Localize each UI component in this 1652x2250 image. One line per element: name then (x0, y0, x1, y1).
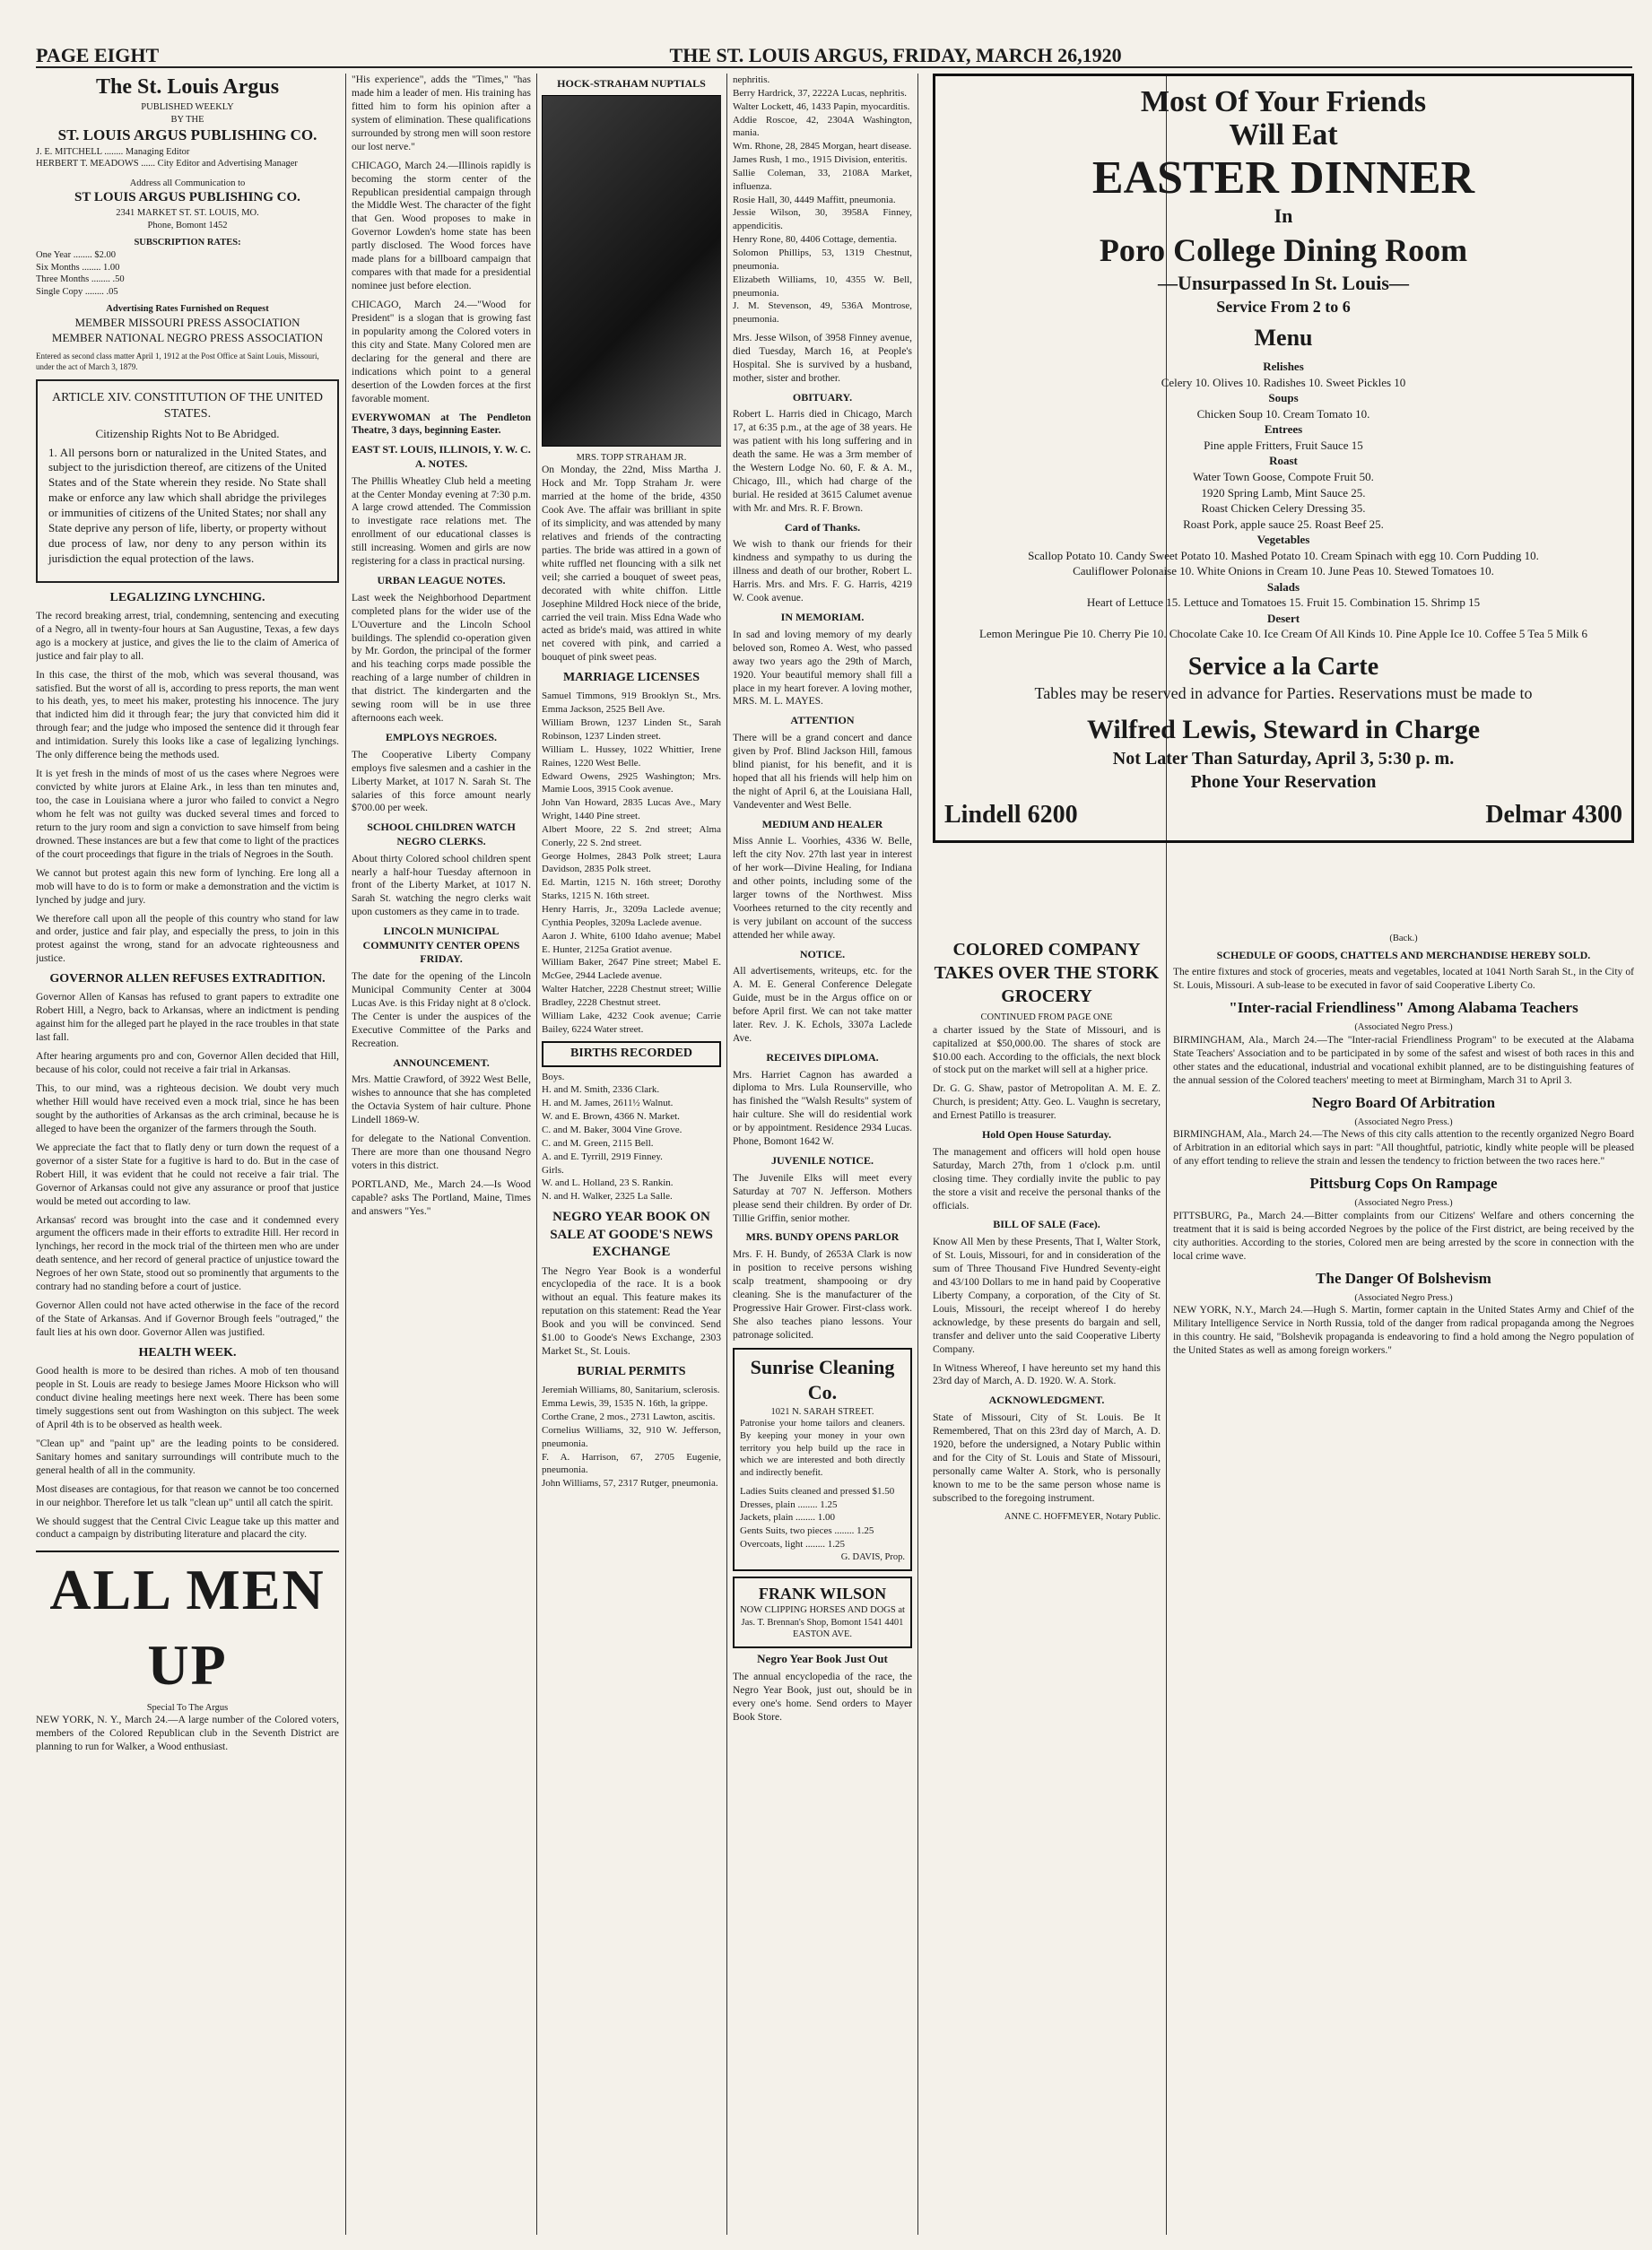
rate-line: Three Months ........ .50 (36, 274, 125, 285)
column-rule (345, 74, 346, 2235)
ywca-headline: EAST ST. LOUIS, ILLINOIS, Y. W. C. A. NOTES. (352, 443, 531, 470)
thanks-headline: Card of Thanks. (784, 520, 861, 534)
member-line: MEMBER MISSOURI PRESS ASSOCIATION (74, 316, 300, 330)
article-paragraph: Good health is more to be desired than riches. A mob of ten thousand people in St. Louis are ready to besiege James Moore Hickson who will conduct divine healing meetings here next week. There has been some timely suggestions sent out from Washington on this subject. The week of April 4th is to be observed as health week. (36, 1366, 339, 1430)
article-paragraph: In Witness Whereof, I have hereunto set my hand this 23rd day of March, A. D. 1920. W. A. Stork. (933, 1362, 1161, 1387)
ad-headline: EASTER DINNER (1091, 152, 1475, 204)
frank-wilson-ad (733, 1577, 912, 1648)
back-label: (Back.) (1389, 934, 1418, 943)
article-paragraph: Governor Allen could not have acted otherwise in the face of the record of the State of Arkansas. And if Governor Brough feels "outraged," the fault lies at his own door. Governor Allen was justified. (36, 1300, 339, 1339)
article-paragraph: for delegate to the National Convention. There are more than one thousand Negro voters in this district. (352, 1134, 531, 1171)
price-line: Jackets, plain ........ 1.00 (740, 1512, 836, 1524)
published-weekly: PUBLISHED WEEKLY (141, 102, 234, 113)
address: 2341 MARKET ST. ST. LOUIS, MO. (116, 207, 259, 218)
school-headline: SCHOOL CHILDREN WATCH NEGRO CLERKS. (367, 821, 516, 847)
article-paragraph: It is yet fresh in the minds of most of us the cases where Negroes were convicted by white jurors at Elaine Ark., in less than ten minutes and, too, the case in Louisiana where a juror who failed to convict a Negro whom he felt was not guilty was ducked several times and forced to return to the jury room and sign a conviction to save himself from being drowned. These instances are but a few that come to light of the practices of the court proceedings that figure in the trials of Negroes in the South. (36, 769, 339, 860)
page-number: PAGE EIGHT (36, 44, 160, 66)
list-item: Samuel Timmons, 919 Brooklyn St., Mrs. Emma Jackson, 2525 Bell Ave. (542, 691, 721, 716)
article-paragraph: PITTSBURG, Pa., March 24.—Bitter complaints from our Citizens' Welfare and others concerning the treatment that it is said is being accorded Negroes by the police of the First district, are being received by the city authorities. According to the stories, Colored men are being arrested by the score in connection with the local crime wave. (1173, 1210, 1634, 1262)
list-item: Berry Hardrick, 37, 2222A Lucas, nephritis. (733, 87, 907, 99)
list-item: Edward Owens, 2925 Washington; Mrs. Mamie Loos, 3915 Cook avenue. (542, 770, 721, 795)
menu-item: Roast Chicken Celery Dressing 35. (1201, 501, 1366, 516)
notary-signature: ANNE C. HOFFMEYER, Notary Public. (1004, 1511, 1161, 1522)
list-item: Rosie Hall, 30, 4449 Maffitt, pneumonia. (733, 194, 896, 205)
list-item: Addie Roscoe, 42, 2304A Washington, mania. (733, 114, 912, 139)
yearbook-headline: NEGRO YEAR BOOK ON SALE AT GOODE'S NEWS EXCHANGE (550, 1210, 713, 1260)
open-house-headline: Hold Open House Saturday. (981, 1128, 1112, 1142)
ad-title: Sunrise Cleaning Co. (750, 1355, 895, 1404)
list-item: Aaron J. White, 6100 Idaho avenue; Mabel E. Hunter, 2125a Gratiot avenue. (542, 930, 721, 955)
licenses-headline: MARRIAGE LICENSES (562, 671, 700, 685)
arbitration-headline: Negro Board Of Arbitration (1311, 1093, 1496, 1111)
easter-dinner-ad (933, 74, 1634, 925)
member-line: MEMBER NATIONAL NEGRO PRESS ASSOCIATION (51, 331, 324, 344)
phone: Phone, Bomont 1452 (147, 220, 228, 230)
price-line: Ladies Suits cleaned and pressed $1.50 (740, 1485, 895, 1497)
list-item: Ed. Martin, 1215 N. 16th street; Dorothy Starks, 1215 N. 16th street. (542, 877, 721, 902)
article-paragraph: All advertisements, writeups, etc. for the A. M. E. General Conference Delegate Guide, must be in the Argus office on or before April first. We can not take matter later. Rev. J. K. Echols, 3307a Laclede Ave. (733, 966, 912, 1044)
list-item: Wm. Rhone, 28, 2845 Morgan, heart disease. (733, 141, 912, 152)
phone-line: Phone Your Reservation (1190, 771, 1377, 792)
list-item: Jessie Wilson, 30, 3958A Finney, appendicitis. (733, 207, 912, 232)
masthead (36, 45, 1632, 68)
menu-item: Celery 10. Olives 10. Radishes 10. Sweet Pickles 10 (1161, 375, 1406, 389)
price-line: Overcoats, light ........ 1.25 (740, 1539, 846, 1551)
ad-line: Most Of Your Friends (1140, 85, 1427, 118)
article-paragraph: We appreciate the fact that to flatly deny or turn down the request of a governor of a sister State for a fugitive is hard to do. But in the case of Robert Hill, it was evident that he could not receive a fair trial. The Governor of Arkansas could not give any assurance or proof that justice would be meted out according to law. (36, 1142, 339, 1207)
news-source: (Associated Negro Press.) (1354, 1116, 1453, 1127)
article-paragraph: We wish to thank our friends for their kindness and sympathy to us during the illness and death of our brother, Robert L. Harris. Mrs. and Mrs. F. G. Harris, 4219 W. Cook avenue. (733, 539, 912, 604)
ad-signature: G. DAVIS, Prop. (840, 1551, 905, 1562)
special-credit: Special To The Argus (146, 1702, 229, 1713)
article-paragraph: The record breaking arrest, trial, condemning, sentencing and executing of a Negro, all in twenty-four hours at San Augustine, Texas, a few days ago is a mockery at justice, and gives the lie to the claim of America of justice and fair play to all. (36, 610, 339, 662)
photo-caption: MRS. TOPP STRAHAM JR. (576, 452, 687, 463)
ad-frame (933, 74, 1634, 843)
urban-headline: URBAN LEAGUE NOTES. (377, 574, 506, 587)
announcement-headline: ANNOUNCEMENT. (393, 1056, 490, 1069)
address-company: ST LOUIS ARGUS PUBLISHING CO. (74, 190, 300, 205)
menu-item: Cauliflower Polonaise 10. White Onions in Cream 10. June Peas 10. Stewed Tomatoes 10. (1073, 564, 1494, 578)
news-source: (Associated Negro Press.) (1354, 1022, 1453, 1033)
employs-headline: EMPLOYS NEGROES. (385, 731, 498, 744)
list-item: Cornelius Williams, 32, 910 W. Jefferson, pneumonia. (542, 1424, 721, 1449)
menu-item: Chicken Soup 10. Cream Tomato 10. (1196, 406, 1370, 421)
article-paragraph: The entire fixtures and stock of groceries, meats and vegetables, located at 1041 North Sarah St., in the City of St. Louis, Missouri. A sub-lease to be executed in favor of said Cooperative Liberty Co. (1173, 967, 1634, 992)
article-paragraph: Know All Men by these Presents, That I, Walter Stork, of St. Louis, Missouri, for and in consideration of the sum of Three Thousand Five Hundred Seventy-eight and 43/100 Dollars to me in hand paid by Cooperative Liberty Company, a corporation, of the City of St. Louis, Missouri, the receipt whereof I do hereby acknowledge, by these presents do bargain and sell, transfer and deliver unto the said Cooperative Liberty Company. (933, 1237, 1161, 1355)
all-men-up-headline: ALL MEN UP (36, 1551, 339, 1701)
article-paragraph: PORTLAND, Me., March 24.—Is Wood capable? asks The Portland, Maine, Times and answers "Yes." (352, 1178, 531, 1217)
list-item: W. and L. Holland, 23 S. Rankin. (542, 1177, 674, 1189)
rate-line: Six Months ........ 1.00 (36, 262, 120, 273)
article-paragraph: We should suggest that the Central Civic League take up this matter and conduct a campaign by distributing literature and placard the city. (36, 1516, 339, 1541)
list-item: Sallie Coleman, 33, 2108A Market, influenza. (733, 167, 912, 192)
column-stork-grocery (933, 933, 1161, 2233)
column-rule (917, 74, 918, 2235)
notice-headline: NOTICE. (799, 947, 846, 960)
column-race-news (1173, 933, 1634, 2233)
article-paragraph: State of Missouri, City of St. Louis. Be It Remembered, That on this 23rd day of March, A. D. 1920, before the undersigned, a Notary Public within and for the City of St. Louis and State of Missouri, personally came Walter A. Stork, who is personally known to me to be the same person whose name is subscribed to the foregoing instrument. (933, 1412, 1161, 1504)
staff-line: J. E. MITCHELL ........ Managing Editor (36, 146, 190, 157)
price-line: Gents Suits, two pieces ........ 1.25 (740, 1525, 874, 1537)
lincoln-headline: LINCOLN MUNICIPAL COMMUNITY CENTER OPENS FRIDAY. (362, 925, 520, 966)
bolshevism-headline: The Danger Of Bolshevism (1316, 1269, 1491, 1287)
article-paragraph: Miss Annie L. Voorhies, 4336 W. Belle, left the city Nov. 27th last year in interest of her work—Divine Healing, for Indiana and other points, including some of the larger towns of the Northwest. Miss Voorhees returned to the city recently and is very jubilant on account of the success attended her while away. (733, 836, 912, 941)
menu-section: Soups (1268, 391, 1299, 405)
article-paragraph: The Phillis Wheatley Club held a meeting at the Center Monday evening at 7:30 p.m. A large crowd attended. The Commission to investigate race relations met. The enrollment of our educational classes is still increasing. Women and girls are now registering for a class in practical nursing. (352, 475, 531, 568)
article-paragraph: Arkansas' record was brought into the case and it condemned every argument the officers made in their efforts to extradite Hill. Her record in lynchings, her record in the mock trial of the thirteen men who are under death sentence, and her record of general practice of unjustice toward the Negroes of her own State, stood out so prominently that arguments to the contrary had no standing before a court of justice. (36, 1214, 339, 1293)
allen-headline: GOVERNOR ALLEN REFUSES EXTRADITION. (49, 972, 326, 986)
list-item: A. and E. Tyrrill, 2919 Finney. (542, 1151, 663, 1162)
article-paragraph: Mrs. Mattie Crawford, of 3922 West Belle, wishes to announce that she has completed the Octavia System of hair culture. Phone Lindell 1869-W. (352, 1074, 531, 1126)
article-paragraph: We therefore call upon all the people of this country who stand for law and order, justice and fair play, and especially the press, to join in this protest against the wrong, stand for an advocate righteousness and justice. (36, 913, 339, 965)
list-item: Henry Harris, Jr., 3209a Laclede avenue; Cynthia Peoples, 3209a Laclede avenue. (542, 903, 721, 928)
list-item: William Baker, 2647 Pine street; Mabel E. McGee, 2944 Laclede avenue. (542, 957, 721, 982)
reserve-line: Tables may be reserved in advance for Parties. Reservations must be made to (1034, 684, 1533, 703)
list-item: Walter Hatcher, 2228 Chestnut street; Willie Bradley, 2228 Chestnut street. (542, 984, 721, 1008)
article-paragraph: This, to our mind, was a righteous decision. We doubt very much whether Hill would have received even a mock trial, since he has been sought by the authorities of Arkansas as the arch criminal, because he is alleged to have been the organizer of the farmers through the South. (36, 1083, 339, 1134)
article-paragraph: The Juvenile Elks will meet every Saturday at 707 N. Jefferson. Mothers please send their children. By order of Dr. Tillie Griffin, senior mother. (733, 1172, 912, 1224)
by-the: BY THE (170, 114, 204, 125)
article-paragraph: BIRMINGHAM, Ala., March 24.—The News of this city calls attention to the recently organized Negro Board of Arbitration in an editorial which says in part: "All thoughtful, patriotic, kindly white people will be pleased of any effort tending to relieve the strain and lessen the tendency to friction between the two races here." (1173, 1129, 1634, 1168)
constitution-box (36, 379, 339, 582)
bride-portrait-photo (542, 95, 721, 447)
service-line: Service a la Carte (1187, 652, 1379, 681)
steward-line: Wilfred Lewis, Steward in Charge (1086, 714, 1481, 744)
article-paragraph: The Cooperative Liberty Company employs five salesmen and a cashier in the Liberty Market, at 1017 N. Sarah St. The salaries of this force amount nearly $700.00 per week. (352, 749, 531, 814)
list-item: J. M. Stevenson, 49, 536A Montrose, pneumonia. (733, 300, 912, 326)
menu-section: Roast (1269, 454, 1298, 468)
article-title: ARTICLE XIV. CONSTITUTION OF THE UNITED STATES. (52, 391, 323, 421)
article-paragraph: Last week the Neighborhood Department completed plans for the wider use of the L'Ouverture and the Lincoln School buildings. The splendid co-operation given by Mr. Gordon, the principal of the former and his teaching corps made possible the reaching of a large number of children in that district. The kindergarten and the sewing room will be in use three afternoons each week. (352, 592, 531, 725)
menu-heading: Menu (1254, 325, 1313, 352)
article-paragraph: The annual encyclopedia of the race, the Negro Year Book, just out, should be in every one's home. Send orders to Mayer Book Store. (733, 1671, 912, 1723)
ad-address: 1021 N. SARAH STREET. (770, 1406, 874, 1417)
ad-venue: Poro College Dining Room (1099, 231, 1468, 268)
ad-line: Service From 2 to 6 (1216, 297, 1351, 316)
list-item: James Rush, 1 mo., 1915 Division, enteritis. (733, 154, 908, 166)
article-paragraph: Dr. G. G. Shaw, pastor of Metropolitan A. M. E. Z. Church, is president; Atty. Geo. L. Vaughn is secretary, and Ernest Patillo is treasurer. (933, 1083, 1161, 1122)
menu-item: Lemon Meringue Pie 10. Cherry Pie 10. Chocolate Cake 10. Ice Cream Of All Kinds 10. Pine Apple Ice 10. Coffee 5 Tea 5 Milk 6 (978, 627, 1588, 641)
menu-item: Roast Pork, apple sauce 25. Roast Beef 25. (1183, 517, 1384, 531)
article-paragraph: "His experience", adds the "Times," "has made him a leader of men. His training has fitted him to form his opinion after a system of elimination. These qualifications surrounded by strong men will soon restore our lost nerve." (352, 74, 531, 152)
rates-head: SUBSCRIPTION RATES: (134, 238, 241, 248)
column-rule (726, 74, 727, 2235)
schedule-headline: SCHEDULE OF GOODS, CHATTELS AND MERCHANDISE HEREBY SOLD. (1216, 948, 1591, 961)
list-item: John Van Howard, 2835 Lucas Ave., Mary Wright, 1440 Pine street. (542, 797, 721, 822)
article-paragraph: In sad and loving memory of my dearly beloved son, Romeo A. West, who passed away two years ago the 29th of March, 1920. Your beautiful memory shall fill a place in my heart forever. A loving mother, MRS. M. L. MAYES. (733, 629, 912, 708)
bill-of-sale-headline: BILL OF SALE (Face). (993, 1218, 1100, 1231)
list-item: F. A. Harrison, 67, 2705 Eugenie, pneumonia. (542, 1451, 721, 1476)
lynching-headline: LEGALIZING LYNCHING. (109, 590, 265, 604)
ad-line: In (1274, 204, 1293, 227)
list-item: H. and M. James, 2611½ Walnut. (542, 1098, 674, 1109)
list-item: W. and E. Brown, 4366 N. Market. (542, 1111, 680, 1123)
list-item: William Brown, 1237 Linden St., Sarah Robinson, 1237 Linden street. (542, 717, 721, 743)
article-paragraph: NEW YORK, N.Y., March 24.—Hugh S. Martin, former captain in the United States Army and Chief of the Military Intelligence Service in North Russia, told of the danger from radical propaganda among the Negroes in this country. He said, "Bolshevik propaganda is endeavoring to find a hold among the Negro population of the United States as well as among foreign workers." (1173, 1305, 1634, 1357)
yearbook-out-headline: Negro Year Book Just Out (757, 1651, 888, 1665)
phone-delmar: Delmar 4300 (1485, 800, 1622, 829)
health-headline: HEALTH WEEK. (138, 1345, 237, 1360)
article-paragraph: Mrs. Harriet Cagnon has awarded a diploma to Mrs. Lula Rounserville, who has finished the "Walsh Results" system of hair culture. She will do residential work or by appointment. Residence 2934 Lucas. Phone, Bomont 1642 W. (733, 1069, 912, 1148)
list-item: N. and H. Walker, 2325 La Salle. (542, 1191, 673, 1203)
obituary-headline: OBITUARY. (792, 390, 853, 404)
price-line: Dresses, plain ........ 1.25 (740, 1499, 838, 1510)
article-paragraph: NEW YORK, N. Y., March 24.—A large number of the Colored voters, members of the Colored Republican club in the Seventh District are planning to run for Walker, a Wood enthusiast. (36, 1715, 339, 1753)
article-paragraph: Mrs. Jesse Wilson, of 3958 Finney avenue, died Tuesday, March 16, at People's Hospital. She is survived by a husband, mother, sister and brother. (733, 333, 912, 384)
diploma-headline: RECEIVES DIPLOMA. (766, 1050, 879, 1064)
interracial-headline: "Inter-racial Friendliness" Among Alabama Teachers (1229, 999, 1578, 1017)
menu-section: Relishes (1263, 360, 1304, 374)
ad-line: Will Eat (1229, 118, 1338, 152)
ad-text: NOW CLIPPING HORSES AND DOGS at Jas. T. Brennan's Shop, Bomont 1541 4401 EASTON AVE. (740, 1604, 905, 1640)
menu-item: Pine apple Fritters, Fruit Sauce 15 (1204, 438, 1363, 452)
everywoman-notice: EVERYWOMAN at The Pendleton Theatre, 3 days, beginning Easter. (352, 412, 531, 437)
staff-line: HERBERT T. MEADOWS ...... City Editor and Advertising Manager (36, 159, 298, 169)
column-society (542, 74, 721, 2235)
phone-lindell: Lindell 6200 (944, 800, 1078, 829)
entered-note: Entered as second class matter April 1, 1912 at the Post Office at Saint Louis, Missouri, under the act of March 3, 1879. (36, 351, 319, 371)
phone-numbers (944, 799, 1622, 831)
article-paragraph: Governor Allen of Kansas has refused to grant papers to extradite one Robert Hill, a Negro, back to Arkansas, where an indictment is pending against him for the alleged part he played in the race troubles in that state last fall. (36, 992, 339, 1044)
article-subtitle: Citizenship Rights Not to Be Abridged. (95, 426, 280, 440)
list-item: Corthe Crane, 2 mos., 2731 Lawton, ascitis. (542, 1411, 716, 1422)
news-source: (Associated Negro Press.) (1354, 1198, 1453, 1209)
column-editorial (36, 74, 339, 2235)
advertising-rates: Advertising Rates Furnished on Request (106, 304, 269, 315)
list-item: Emma Lewis, 39, 1535 N. 16th, la grippe. (542, 1398, 709, 1410)
article-paragraph: The date for the opening of the Lincoln Municipal Community Center at 3004 Lucas Ave. is this Friday night at 8 o'clock. The Center is under the auspices of the Executive Committee of the Parks and Recreation. (352, 971, 531, 1049)
article-paragraph: Mrs. F. H. Bundy, of 2653A Clark is now in position to receive persons wishing scalp treatment, shampooing or dry cleaning. She is the manufacturer of the Progressive Hair Grower. First-class work. She also teaches piano lessons. Your patronage solicited. (733, 1249, 912, 1341)
article-paragraph: The management and officers will hold open house Saturday, March 27th, from 1 o'clock p.m. until closing time. They cordially invite the public to pay the store a visit and receive the personal thanks of the officials. (933, 1146, 1161, 1212)
sunrise-cleaning-ad (733, 1348, 912, 1571)
list-item: C. and M. Baker, 3004 Vine Grove. (542, 1124, 683, 1135)
births-headline: BIRTHS RECORDED (542, 1041, 721, 1066)
article-paragraph: a charter issued by the State of Missouri, and is capitalized at $50,000.00. The shares of stock are $10.00 each. According to the officials, the next block of stock put on the market will sell at a higher price. (933, 1024, 1161, 1076)
medium-headline: MEDIUM AND HEALER (761, 817, 883, 830)
stork-headline: COLORED COMPANY TAKES OVER THE STORK GROCERY (934, 940, 1160, 1006)
column-news-2 (352, 74, 531, 2235)
article-paragraph: On Monday, the 22nd, Miss Martha J. Hock and Mr. Topp Straham Jr. were married at the home of the bride, 4350 Cook Ave. The affair was brilliant in spite of its simplicity, and was attended by many relatives and friends of the contracting parties. The bride was attired in a gown of white ruffled net flouncing with a silk net veil; she carried a bouquet of sweet peas, decorated with white chiffon. Little Josephine Mildred Hock niece of the bride, carried the veil train. Miss Edna Wade who acted as bride's maid, was attired in white net covered with pink, and carried a bouquet of pink sweet peas. (542, 465, 721, 664)
article-paragraph: BIRMINGHAM, Ala., March 24.—The "Inter-racial Friendliness Program" to be executed at the Alabama State Teachers' Association and to be participated in by some of the safest and wisest of both races in this and other states and the educational, industrial and vocational exhibit planned, are to be distinguishing features of the annual session of the Colored teachers' meeting to meet at Birmingham, March 31 to April 3. (1173, 1034, 1634, 1086)
list-item: Henry Rone, 80, 4406 Cottage, dementia. (733, 234, 897, 246)
article-paragraph: Most diseases are contagious, for that reason we cannot be too concerned in our neighbor. Therefore let us talk "clean up" until all catch the spirit. (36, 1483, 339, 1508)
rate-line: One Year ........ $2.00 (36, 249, 116, 260)
list-item: William Lake, 4232 Cook avenue; Carrie Bailey, 6224 Water street. (542, 1010, 721, 1035)
list-item: Boys. (542, 1071, 565, 1082)
article-paragraph: The Negro Year Book is a wonderful encyclopedia of the race. It is a book without an equal. This feature makes its reputation on this statement: Read the Year Book and you will be convinced. Send $1.00 to Goode's News Exchange, 2303 Market St., St. Louis. (542, 1265, 721, 1358)
article-paragraph: CHICAGO, March 24.—"Wood for President" is a slogan that is growing fast in popularity among the Colored voters in this city and State. Many Colored men are declaring for the general and there are indications which point to a general desertion of the Lowden forces at the first favorable moment. (352, 300, 531, 404)
bundy-headline: MRS. BUNDY OPENS PARLOR (745, 1230, 900, 1244)
address-head: Address all Communication to (129, 178, 246, 188)
list-item: Jeremiah Williams, 80, Sanitarium, sclerosis. (542, 1385, 720, 1396)
acknowledgment-headline: ACKNOWLEDGMENT. (988, 1394, 1105, 1407)
deadline-line: Not Later Than Saturday, April 3, 5:30 p. m. (1112, 748, 1455, 769)
masthead-title: THE ST. LOUIS ARGUS, FRIDAY, MARCH 26,1920 (669, 44, 1122, 66)
list-item: Walter Lockett, 46, 1433 Papin, myocarditis. (733, 100, 910, 112)
menu-section: Vegetables (1256, 533, 1310, 547)
list-item: H. and M. Smith, 2336 Clark. (542, 1084, 660, 1096)
column-rule (536, 74, 537, 2235)
menu-item: Heart of Lettuce 15. Lettuce and Tomatoes 15. Fruit 15. Combination 15. Shrimp 15 (1086, 595, 1481, 610)
ad-title: FRANK WILSON (758, 1584, 887, 1603)
news-source: (Associated Negro Press.) (1354, 1292, 1453, 1303)
menu-section: Desert (1266, 611, 1300, 625)
list-item: Elizabeth Williams, 10, 4355 W. Bell, pneumonia. (733, 274, 912, 299)
article-paragraph: We cannot but protest again this new form of lynching. Ere long all a mob will have to do is to form or make a demonstration and the victim is lynched by judge and jury. (36, 867, 339, 906)
burial-headline: BURIAL PERMITS (577, 1365, 686, 1379)
list-item: Albert Moore, 22 S. 2nd street; Alma Conerly, 22 S. 2nd street. (542, 823, 721, 848)
menu-item: Water Town Goose, Compote Fruit 50. (1193, 469, 1374, 483)
article-paragraph: There will be a grand concert and dance given by Prof. Blind Jackson Hill, famous blind pianist, for his benefit, and it is hoped that all his friends will help him on the night of April 6, at the Louisiana Hall, Vandeventer and West Belle. (733, 732, 912, 811)
article-body: 1. All persons born or naturalized in the United States, and subject to the jurisdiction thereof, are citizens of the United States and of the State wherein they reside. No State shall make or enforce any law which shall abridge the privileges or immunities of citizens of the United States; nor shall any State deprive any person of life, liberty, or property without due process of law, nor deny to any person within its jurisdiction the equal protection of the laws. (48, 445, 326, 565)
article-paragraph: In this case, the thirst of the mob, which was several thousand, was satisfied. But the worst of all is, according to press reports, the man went to his death, yes, to meet his maker, protesting his innocence. The jury that indicted him did it through fear; the jury that convicted him did it through fear; and the judge who imposed the sentence did it through fear and intimidation. Surely this looks like a case of legalizing lynchings. The only difference being the methods used. (36, 669, 339, 761)
article-paragraph: After hearing arguments pro and con, Governor Allen decided that Hill, because of his color, could not receive a fair trial in Arkansas. (36, 1051, 339, 1076)
attention-headline: ATTENTION (790, 714, 855, 727)
ad-text: Patronise your home tailors and cleaners. By keeping your money in your own territory you help build up the race in which we are interested and both directly and indirectly benefit. (740, 1419, 905, 1479)
list-item: C. and M. Green, 2115 Bell. (542, 1137, 654, 1149)
article-paragraph: Robert L. Harris died in Chicago, March 17, at 6:35 p.m., at the age of 38 years. He was patient with his long suffering and in death the same. He was a 3rm member of the Western Lodge No. 60, F. & A. M., Chicago, Ill., which had charge of the burial. He resided at 3615 Calumet avenue with Mr. and Mrs. R. F. Brown. (733, 409, 912, 514)
list-item: William L. Hussey, 1022 Whittier, Irene Raines, 1220 West Belle. (542, 743, 721, 769)
rate-line: Single Copy ........ .05 (36, 286, 118, 297)
list-item: Solomon Phillips, 53, 1319 Chestnut, pneumonia. (733, 247, 912, 272)
memoriam-headline: IN MEMORIAM. (780, 611, 865, 624)
paper-title: The St. Louis Argus (95, 75, 280, 99)
menu-item: Scallop Potato 10. Candy Sweet Potato 10. Mashed Potato 10. Cream Spinach with egg 10. Corn Pudding 10. (1028, 548, 1539, 562)
list-item: John Williams, 57, 2317 Rutger, pneumonia. (542, 1478, 718, 1490)
continued-line: CONTINUED FROM PAGE ONE (980, 1012, 1113, 1022)
article-paragraph: CHICAGO, March 24.—Illinois rapidly is becoming the storm center of the Republican presidential campaign through the Middle West. The character of the fight that Gen. Wood proposes to make in Governor Lowden's home state has been partly disclosed. The Wood forces have made plans for a billboard campaign that compares with that made for a presidential nominee just before election. (352, 160, 531, 292)
nuptials-headline: HOCK-STRAHAM NUPTIALS (557, 77, 706, 90)
list-item: Girls. (542, 1164, 564, 1176)
list-item: George Holmes, 2843 Polk street; Laura Davidson, 2835 Polk street. (542, 850, 721, 875)
juvenile-headline: JUVENILE NOTICE. (770, 1154, 874, 1168)
article-paragraph: "Clean up" and "paint up" are the leading points to be considered. Sanitary homes and sanitary surroundings will contribute much to the general health of all in the community. (36, 1438, 339, 1476)
menu-item: 1920 Spring Lamb, Mint Sauce 25. (1201, 485, 1366, 500)
article-paragraph: About thirty Colored school children spent nearly a half-hour Tuesday afternoon in front of the Liberty Market, at 1017 N. Sarah St. watching the negro clerks wait upon customers as they came in to trade. (352, 853, 531, 918)
column-notices (733, 74, 912, 2235)
list-item: nephritis. (733, 74, 770, 85)
menu-section: Entrees (1264, 422, 1303, 437)
menu-section: Salads (1266, 579, 1300, 594)
pittsburg-headline: Pittsburg Cops On Rampage (1309, 1175, 1498, 1193)
publisher: ST. LOUIS ARGUS PUBLISHING CO. (57, 126, 317, 144)
ad-line: —Unsurpassed In St. Louis— (1158, 272, 1409, 295)
